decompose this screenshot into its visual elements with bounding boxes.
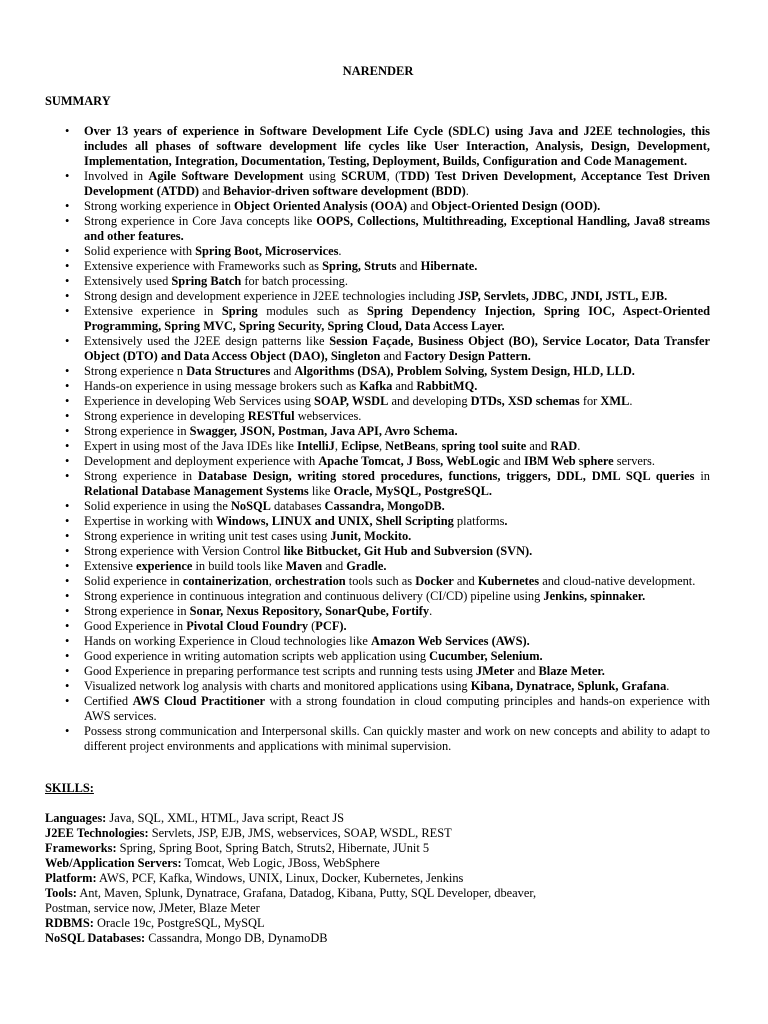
skill-label: Languages: [45,811,107,825]
bullet-text: TDD) Test Driven Development, Acceptance Test Driven Development (ATDD) [84,169,711,198]
bullet-text: Possess strong communication and Interpersonal skills. Can quickly master and work on new concepts and ability to adapt to different project environments and applications with minimal supervision. [84,724,710,753]
bullet-text: , [268,574,275,588]
summary-bullet [84,529,710,544]
bullet-text: Swagger, JSON, Postman, Java API, Avro Schema. [189,424,458,438]
bullet-text: . [338,244,342,258]
skill-line [45,811,725,826]
bullet-text: XML [600,394,630,408]
skill-label: Frameworks: [45,841,117,855]
bullet-text: Maven [285,559,323,573]
summary-list [84,124,710,754]
bullet-text: Extensive experience with Frameworks such as [84,259,323,273]
summary-bullet [84,634,710,649]
bullet-text: . [577,439,581,453]
bullet-text: DTDs, XSD schemas [470,394,580,408]
bullet-text: Good Experience in [84,619,187,633]
bullet-text: containerization [182,574,269,588]
summary-bullet [84,199,710,214]
bullet-text: . [504,514,508,528]
bullet-text: webservices. [294,409,362,423]
bullet-text: Data Structures [186,364,271,378]
bullet-text: Solid experience in [84,574,183,588]
bullet-text: databases [270,499,325,513]
bullet-text: SCRUM [341,169,387,183]
bullet-text: in build tools like [192,559,286,573]
bullet-text: Object Oriented Analysis (OOA) [234,199,408,213]
skills-list [45,811,725,946]
bullet-text: and [499,454,524,468]
bullet-text: Factory Design Pattern. [404,349,531,363]
summary-bullet [84,544,710,559]
bullet-text: Solid experience with [84,244,196,258]
bullet-text: and [453,574,478,588]
skill-line [45,841,725,856]
bullet-text: PCF). [315,619,347,633]
bullet-text: and [526,439,551,453]
bullet-text: and [322,559,347,573]
summary-bullet [84,409,710,424]
bullet-text: IntelliJ [297,439,335,453]
bullet-text: Junit, Mockito. [330,529,412,543]
skills-heading: SKILLS: [45,781,94,795]
bullet-text: Strong experience in Core Java concepts like [84,214,317,228]
bullet-text: using [303,169,342,183]
skill-value: Postman, service now, JMeter, Blaze Meter [45,901,260,915]
bullet-text: Strong design and development experience in J2EE technologies including [84,289,459,303]
bullet-text: Spring [221,304,258,318]
bullet-text: Development and deployment experience with [84,454,319,468]
bullet-text: and developing [388,394,471,408]
summary-bullet [84,604,710,619]
bullet-text: Object-Oriented Design (OOD). [431,199,601,213]
bullet-text: Database Design, writing stored procedures, functions, triggers, DDL, DML SQL queries [198,469,695,483]
bullet-text: . [629,394,633,408]
summary-bullet [84,364,710,379]
bullet-text: Good Experience in preparing performance test scripts and running tests using [84,664,476,678]
bullet-text: IBM Web sphere [523,454,614,468]
summary-bullet [84,514,710,529]
bullet-text: Pivotal Cloud Foundry [186,619,309,633]
bullet-text: Involved in [84,169,149,183]
summary-bullet [84,379,710,394]
bullet-text: Kibana, Dynatrace, Splunk, Grafana [470,679,667,693]
bullet-text: Session Façade, Business Object (BO), Service Locator, Data Transfer Object (DTO) and Data Access Object (DAO), Singleton [84,334,710,363]
bullet-text: Experience in developing Web Services using [84,394,315,408]
bullet-text: AWS Cloud Practitioner [132,694,265,708]
bullet-text: . [465,184,469,198]
bullet-text: servers. [613,454,655,468]
bullet-text: Strong experience with Version Control [84,544,284,558]
summary-bullet [84,499,710,514]
bullet-text: Apache Tomcat, J Boss, WebLogic [318,454,500,468]
summary-bullet [84,334,710,364]
bullet-text: Amazon Web Services (AWS). [371,634,530,648]
skills-section [45,781,725,946]
bullet-text: RESTful [247,409,295,423]
summary-bullet [84,664,710,679]
bullet-text: Gradle. [346,559,387,573]
skill-label: Platform: [45,871,97,885]
bullet-text: Relational Database Management Systems [84,484,309,498]
bullet-text: Extensively used [84,274,172,288]
skill-value: AWS, PCF, Kafka, Windows, UNIX, Linux, Docker, Kubernetes, Jenkins [96,871,464,885]
bullet-text: Hands on working Experience in Cloud technologies like [84,634,371,648]
bullet-text: Certified [84,694,133,708]
summary-heading: SUMMARY [45,94,111,108]
bullet-text: Solid experience in using the [84,499,231,513]
bullet-text: Strong experience in [84,424,190,438]
bullet-text: Good experience in writing automation scripts web application using [84,649,430,663]
bullet-text: tools such as [345,574,416,588]
bullet-text: Extensive [84,559,136,573]
skill-value: Spring, Spring Boot, Spring Batch, Struts2, Hibernate, JUnit 5 [116,841,430,855]
bullet-text: Hibernate. [420,259,478,273]
summary-bullet [84,394,710,409]
skill-line [45,871,725,886]
bullet-text: Behavior-driven software development (BDD) [223,184,466,198]
bullet-text: Visualized network log analysis with charts and monitored applications using [84,679,471,693]
bullet-text: JMeter [475,664,515,678]
bullet-text: and [199,184,224,198]
summary-bullet [84,439,710,454]
skill-line [45,931,725,946]
bullet-text: Strong experience in [84,604,190,618]
skill-line [45,856,725,871]
bullet-text: modules such as [257,304,367,318]
bullet-text: spring tool suite [441,439,527,453]
summary-bullet [84,679,710,694]
summary-bullet [84,274,710,289]
skill-value: Cassandra, Mongo DB, DynamoDB [145,931,328,945]
bullet-text: Spring Batch [171,274,242,288]
bullet-text: and [270,364,295,378]
bullet-text: orchestration [275,574,346,588]
candidate-name: NARENDER [342,64,414,78]
bullet-text: like [308,484,334,498]
bullet-text: Strong experience in [84,469,199,483]
bullet-text: for [579,394,601,408]
bullet-text: RAD [550,439,578,453]
summary-bullet [84,694,710,724]
skill-value: Java, SQL, XML, HTML, Java script, React JS [106,811,345,825]
summary-bullet [84,469,710,499]
bullet-text: , [334,439,342,453]
summary-bullet [84,649,710,664]
bullet-text: experience [135,559,193,573]
bullet-text: for batch processing. [241,274,348,288]
bullet-text: NetBeans [385,439,436,453]
summary-bullet [84,214,710,244]
summary-bullet [84,559,710,574]
bullet-text: Blaze Meter. [538,664,605,678]
bullet-text: Cucumber, Selenium. [429,649,543,663]
bullet-text: Expertise in working with [84,514,217,528]
skill-value: Tomcat, Web Logic, JBoss, WebSphere [181,856,380,870]
bullet-text: Eclipse [341,439,379,453]
bullet-text: like Bitbucket, Git Hub and Subversion (SVN). [283,544,533,558]
bullet-text: , [378,439,386,453]
bullet-text: Strong experience in writing unit test cases using [84,529,331,543]
bullet-text: . [429,604,433,618]
bullet-text: Docker [415,574,454,588]
skill-value: Oracle 19c, PostgreSQL, MySQL [93,916,265,930]
summary-bullet [84,169,710,199]
bullet-text: NoSQL [230,499,271,513]
bullet-text: and [380,349,405,363]
bullet-text: with a strong foundation in cloud computing principles and hands-on experience with AWS services. [84,694,710,723]
bullet-text: Algorithms (DSA), Problem Solving, System Design, HLD, LLD. [294,364,635,378]
bullet-text: Sonar, Nexus Repository, SonarQube, Fortify [189,604,430,618]
skill-value: Servlets, JSP, EJB, JMS, webservices, SOAP, WSDL, REST [148,826,452,840]
bullet-text: Strong experience in developing [84,409,248,423]
skill-label: Tools: [45,886,77,900]
bullet-text: and cloud-native development. [539,574,696,588]
bullet-text: and [514,664,539,678]
bullet-text: Strong experience in continuous integration and continuous delivery (CI/CD) pipeline using [84,589,544,603]
bullet-text: and [396,259,421,273]
bullet-text: Strong working experience in [84,199,235,213]
summary-bullet [84,259,710,274]
skill-line [45,886,725,901]
bullet-text: Jenkins, spinnaker. [543,589,646,603]
bullet-text: Extensively used the J2EE design patterns like [84,334,330,348]
bullet-text: Spring, Struts [322,259,397,273]
summary-bullet [84,289,710,304]
bullet-text: JSP, Servlets, JDBC, JNDI, JSTL, EJB. [458,289,668,303]
bullet-text: Agile Software Development [148,169,304,183]
bullet-text: and [407,199,432,213]
bullet-text: Kubernetes [477,574,540,588]
summary-bullet [84,454,710,469]
skill-label: NoSQL Databases: [45,931,146,945]
summary-bullet [84,424,710,439]
bullet-text: Hands-on experience in using message brokers such as [84,379,360,393]
bullet-text: ( [308,619,316,633]
bullet-text: . [666,679,670,693]
bullet-text: Over 13 years of experience in Software Development Life Cycle (SDLC) using Java and J2EE technologies, this includes all phases of software development life cycles like User Interaction, Analysis, Design, Development, Implementation, Integration, Documentation, Testing, Deployment, Builds, Configuration and Code Management. [84,124,710,168]
bullet-text: platforms [453,514,505,528]
bullet-text: Strong experience n [84,364,187,378]
summary-bullet [84,724,710,754]
bullet-text: , ( [386,169,400,183]
summary-bullet [84,619,710,634]
skill-line [45,901,725,916]
bullet-text: Spring Dependency Injection, Spring IOC, Aspect-Oriented Programming, Spring MVC, Spring Security, Spring Cloud, Data Access Layer. [84,304,710,333]
summary-bullet [84,304,710,334]
bullet-text: RabbitMQ. [416,379,478,393]
bullet-text: Windows, LINUX and UNIX, Shell Scripting [216,514,454,528]
bullet-text: SOAP, WSDL [314,394,389,408]
summary-bullet [84,244,710,259]
bullet-text: Expert in using most of the Java IDEs like [84,439,298,453]
skill-line [45,826,725,841]
bullet-text: , [435,439,442,453]
bullet-text: Cassandra, MongoDB. [324,499,445,513]
summary-bullet [84,124,710,169]
skill-label: J2EE Technologies: [45,826,149,840]
bullet-text: Kafka [359,379,393,393]
skill-label: RDBMS: [45,916,94,930]
summary-bullet [84,589,710,604]
summary-bullet [84,574,710,589]
skill-label: Web/Application Servers: [45,856,182,870]
skill-line [45,916,725,931]
bullet-text: and [392,379,417,393]
bullet-text: Oracle, MySQL, PostgreSQL. [333,484,492,498]
bullet-text: in [694,469,710,483]
skill-value: Ant, Maven, Splunk, Dynatrace, Grafana, Datadog, Kibana, Putty, SQL Developer, dbeaver, [76,886,537,900]
bullet-text: Extensive experience in [84,304,222,318]
bullet-text: Spring Boot, Microservices [195,244,339,258]
bullet-text: OOPS, Collections, Multithreading, Exceptional Handling, Java8 streams and other features. [84,214,710,243]
